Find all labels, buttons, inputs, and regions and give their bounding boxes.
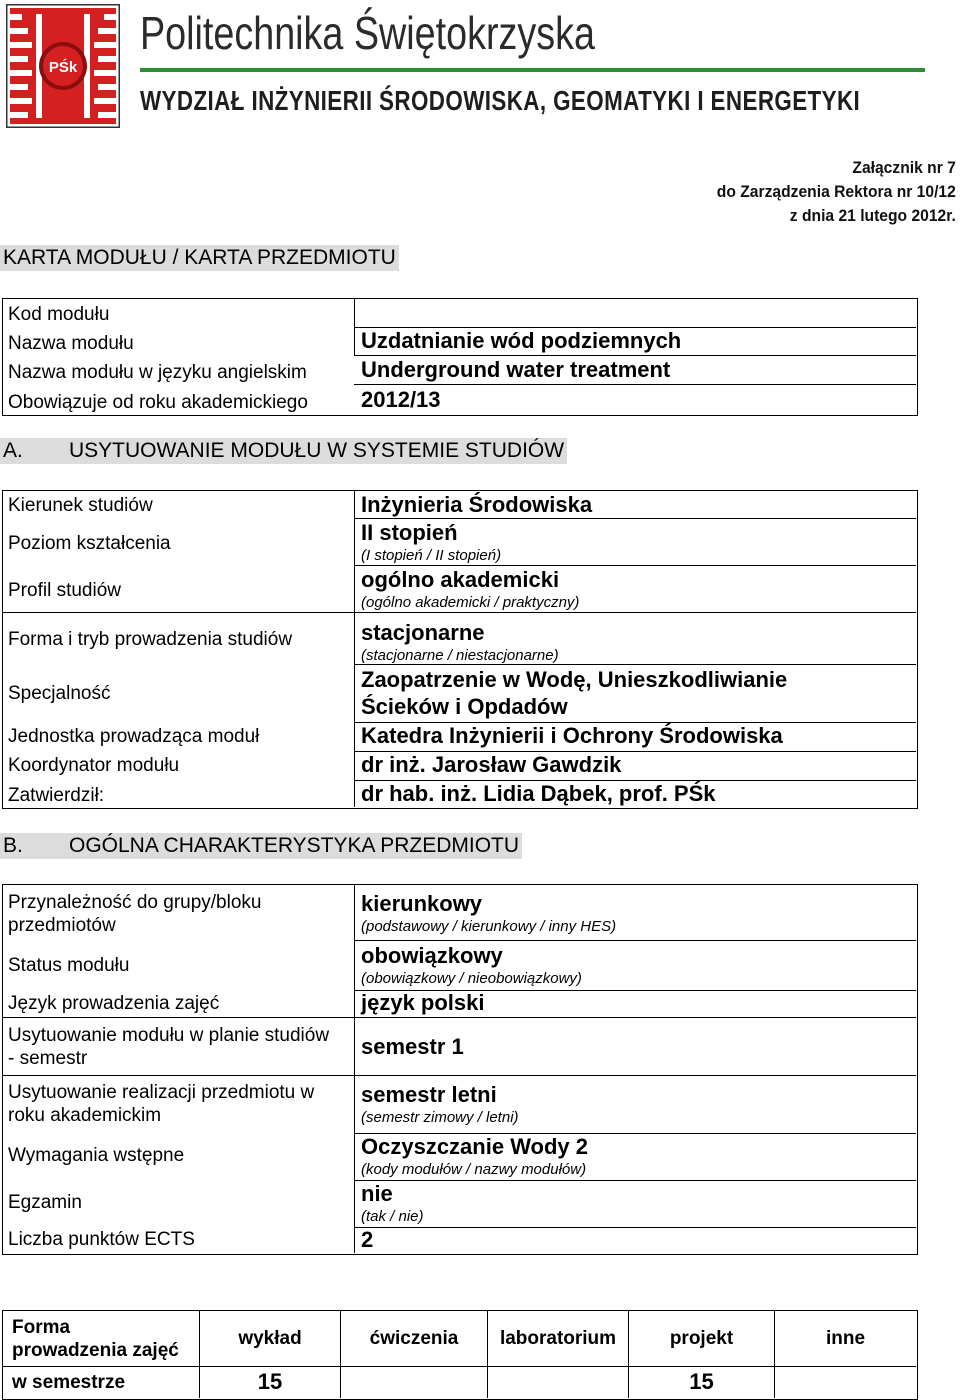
faculty-name: WYDZIAŁ INŻYNIERII ŚRODOWISKA, GEOMATYKI I ENERGETYKI bbox=[140, 85, 861, 116]
section-b-title bbox=[0, 833, 522, 859]
coordinator-label: Koordynator modułu bbox=[8, 755, 180, 776]
education-level-value: II stopień bbox=[361, 520, 458, 545]
semester-placement-label: Usytuowanie modułu w planie studiów bbox=[8, 1025, 330, 1046]
forms-header-label: Forma bbox=[12, 1317, 71, 1338]
coordinator-value: dr inż. Jarosław Gawdzik bbox=[361, 752, 622, 777]
forms-header-label-line2: prowadzenia zajęć bbox=[12, 1340, 179, 1361]
annex-line-2: do Zarządzenia Rektora nr 10/12 bbox=[716, 182, 956, 201]
prerequisites-value: Oczyszczanie Wody 2 bbox=[361, 1134, 589, 1159]
specialization-label: Specjalność bbox=[8, 683, 111, 704]
academic-year-value: 2012/13 bbox=[361, 387, 441, 412]
study-profile-label: Profil studiów bbox=[8, 580, 121, 601]
section-b-letter: B. bbox=[3, 834, 23, 857]
semester-placement-label-line2: - semestr bbox=[8, 1048, 88, 1069]
annex-line-1: Załącznik nr 7 bbox=[852, 158, 956, 177]
specialization-value: Zaopatrzenie w Wodę, Unieszkodliwianie bbox=[361, 667, 788, 692]
academic-year-label: Obowiązuje od roku akademickiego bbox=[8, 392, 308, 413]
academic-period-value: semestr letni bbox=[361, 1082, 497, 1107]
education-level-hint: (I stopień / II stopień) bbox=[361, 547, 502, 564]
col-exercises: ćwiczenia bbox=[369, 1328, 459, 1349]
header-divider bbox=[140, 68, 925, 72]
language-value: język polski bbox=[361, 990, 485, 1015]
course-group-hint: (podstawowy / kierunkowy / inny HES) bbox=[361, 918, 617, 935]
exam-value: nie bbox=[361, 1181, 393, 1206]
logo-text: PŚk bbox=[48, 59, 78, 76]
lecture-hours: 15 bbox=[257, 1369, 283, 1394]
semester-placement-value: semestr 1 bbox=[361, 1034, 464, 1059]
annex-line-3: z dnia 21 lutego 2012r. bbox=[789, 206, 956, 225]
section-b-heading: OGÓLNA CHARAKTERYSTYKA PRZEDMIOTU bbox=[69, 834, 520, 857]
study-profile-value: ogólno akademicki bbox=[361, 567, 560, 592]
module-name-value: Uzdatnianie wód podziemnych bbox=[361, 328, 682, 353]
study-mode-label: Forma i tryb prowadzenia studiów bbox=[8, 629, 293, 650]
module-status-hint: (obowiązkowy / nieobowiązkowy) bbox=[361, 970, 582, 987]
study-profile-hint: (ogólno akademicki / praktyczny) bbox=[361, 594, 580, 611]
approved-by-label: Zatwierdził: bbox=[8, 785, 105, 806]
academic-period-label-line2: roku akademickim bbox=[8, 1105, 162, 1126]
section-a-title bbox=[0, 438, 567, 464]
prerequisites-label: Wymagania wstępne bbox=[8, 1145, 185, 1166]
module-name-en-label: Nazwa modułu w języku angielskim bbox=[8, 362, 307, 383]
col-project: projekt bbox=[669, 1328, 734, 1349]
academic-period-label: Usytuowanie realizacji przedmiotu w bbox=[8, 1082, 315, 1103]
education-level-label: Poziom kształcenia bbox=[8, 533, 171, 554]
ects-label: Liczba punktów ECTS bbox=[8, 1229, 195, 1250]
module-name-label: Nazwa modułu bbox=[8, 333, 134, 354]
section-a-heading: USYTUOWANIE MODUŁU W SYSTEMIE STUDIÓW bbox=[69, 439, 565, 462]
course-group-label-line2: przedmiotów bbox=[8, 915, 116, 936]
col-laboratory: laboratorium bbox=[499, 1328, 617, 1349]
col-other: inne bbox=[825, 1328, 866, 1349]
study-field-label: Kierunek studiów bbox=[8, 495, 153, 516]
col-lecture: wykład bbox=[238, 1328, 302, 1349]
unit-value: Katedra Inżynierii i Ochrony Środowiska bbox=[361, 723, 783, 748]
ects-value: 2 bbox=[361, 1227, 374, 1252]
academic-period-hint: (semestr zimowy / letni) bbox=[361, 1109, 519, 1126]
language-label: Język prowadzenia zajęć bbox=[8, 993, 220, 1014]
exam-hint: (tak / nie) bbox=[361, 1208, 424, 1225]
course-group-value: kierunkowy bbox=[361, 891, 483, 916]
card-title: KARTA MODUŁU / KARTA PRZEDMIOTU bbox=[0, 245, 399, 271]
module-name-en-value: Underground water treatment bbox=[361, 357, 671, 382]
prerequisites-hint: (kody modułów / nazwy modułów) bbox=[361, 1161, 587, 1178]
university-logo bbox=[6, 4, 120, 128]
exam-label: Egzamin bbox=[8, 1192, 82, 1213]
course-group-label: Przynależność do grupy/bloku bbox=[8, 892, 262, 913]
module-status-label: Status modułu bbox=[8, 955, 130, 976]
module-code-label: Kod modułu bbox=[8, 304, 110, 325]
approved-by-value: dr hab. inż. Lidia Dąbek, prof. PŚk bbox=[361, 781, 716, 806]
module-status-value: obowiązkowy bbox=[361, 943, 503, 968]
specialization-value-line2: Ścieków i Opdadów bbox=[361, 694, 568, 719]
study-field-value: Inżynieria Środowiska bbox=[361, 492, 593, 517]
semester-row-label: w semestrze bbox=[12, 1372, 126, 1393]
unit-label: Jednostka prowadząca moduł bbox=[8, 726, 260, 747]
university-name: Politechnika Świętokrzyska bbox=[140, 7, 595, 59]
section-a-letter: A. bbox=[3, 439, 23, 462]
study-mode-value: stacjonarne bbox=[361, 620, 485, 645]
annex-note bbox=[696, 156, 956, 228]
study-mode-hint: (stacjonarne / niestacjonarne) bbox=[361, 647, 559, 664]
project-hours: 15 bbox=[689, 1369, 714, 1394]
